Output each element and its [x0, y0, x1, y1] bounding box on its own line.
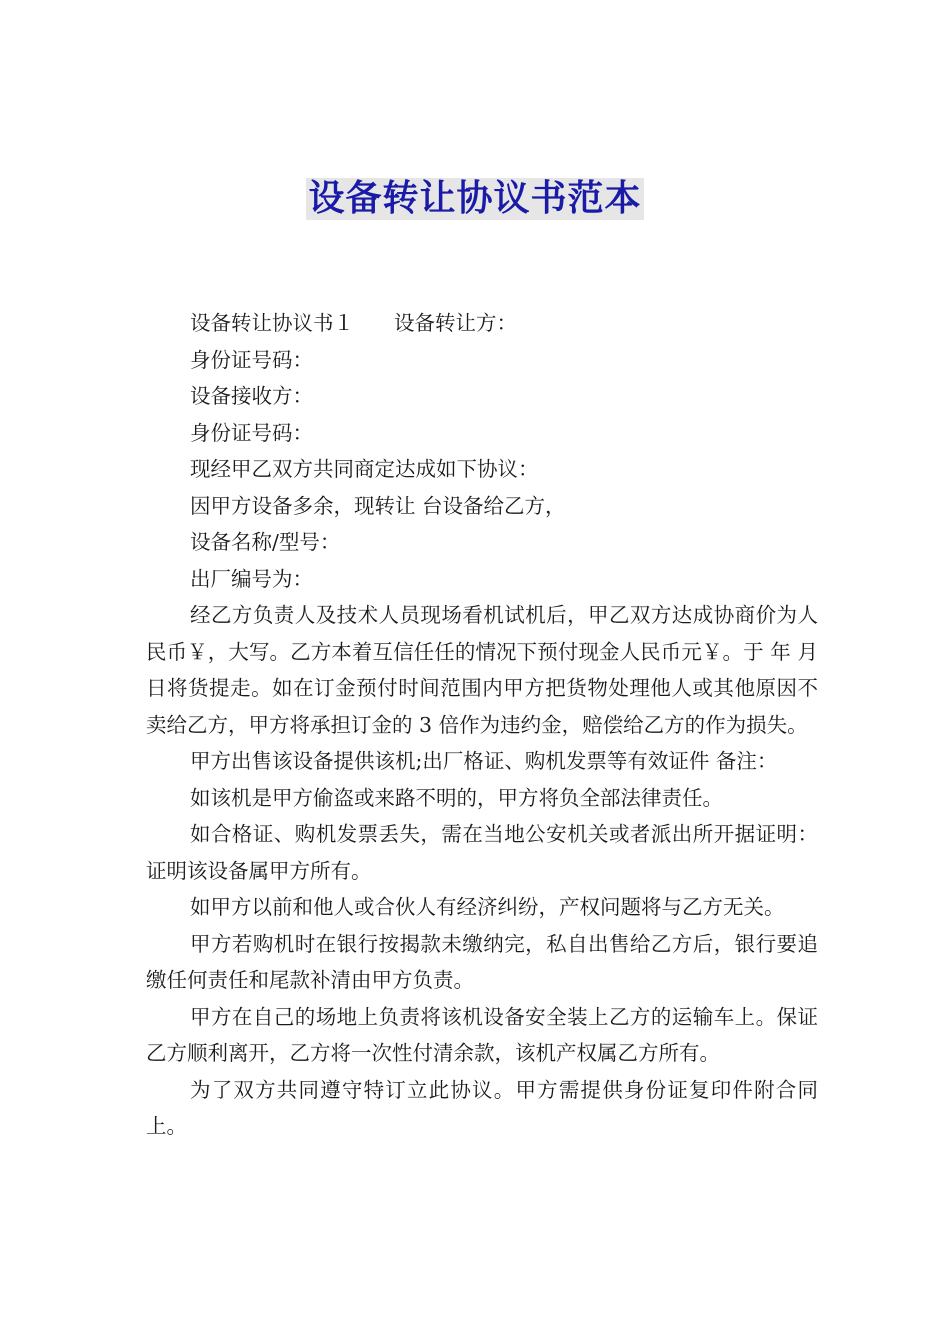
paragraph: 身份证号码： [190, 420, 313, 445]
paragraph: 身份证号码： [190, 347, 313, 372]
paragraph: 设备接收方： [190, 384, 313, 408]
paragraph: 现经甲乙双方共同商定达成如下协议： [190, 457, 539, 481]
document-body [146, 305, 818, 1145]
paragraph: 甲方在自己的场地上负责将该机设备安全装上乙方的运输车上。保证乙方顺利离开，乙方将一次性付清余款，该机产权属乙方所有。 [146, 1004, 818, 1065]
paragraph: 如该机是甲方偷盗或来路不明的，甲方将负全部法律责任。 [190, 785, 723, 810]
title-container [0, 178, 950, 220]
paragraph: 如合格证、购机发票丢失，需在当地公安机关或者派出所开据证明：证明该设备属甲方所有。 [146, 822, 818, 883]
document-title: 设备转让协议书范本 [308, 178, 642, 219]
paragraph: 出厂编号为： [190, 566, 313, 591]
paragraph: 甲方出售该设备提供该机;出厂格证、购机发票等有效证件 备注： [190, 749, 778, 773]
paragraph: 因甲方设备多余，现转让 台设备给乙方， [190, 493, 566, 518]
paragraph: 如甲方以前和他人或合伙人有经济纠纷，产权问题将与乙方无关。 [190, 895, 785, 919]
header-line [146, 305, 818, 342]
paragraph: 经乙方负责人及技术人员现场看机试机后，甲乙双方达成协商价为人民币￥，大写。乙方本着互信任任的情况下预付现金人民币元￥。于 年 月 日将货提走。如在订金预付时间范围内甲方把货物处理他人或其他原因不卖给乙方，甲方将承担订金的 3 倍作为违约金，赔偿给乙方的作为损失。 [146, 603, 818, 737]
paragraph: 设备名称/型号： [190, 530, 341, 554]
agreement-number: 设备转让协议书１ [190, 311, 354, 335]
paragraph: 为了双方共同遵守特订立此协议。甲方需提供身份证复印件附合同上。 [146, 1077, 818, 1138]
paragraph: 甲方若购机时在银行按揭款未缴纳完，私自出售给乙方后，银行要追缴任何责任和尾款补清由甲方负责。 [146, 931, 818, 992]
transferor-label: 设备转让方： [394, 311, 517, 335]
